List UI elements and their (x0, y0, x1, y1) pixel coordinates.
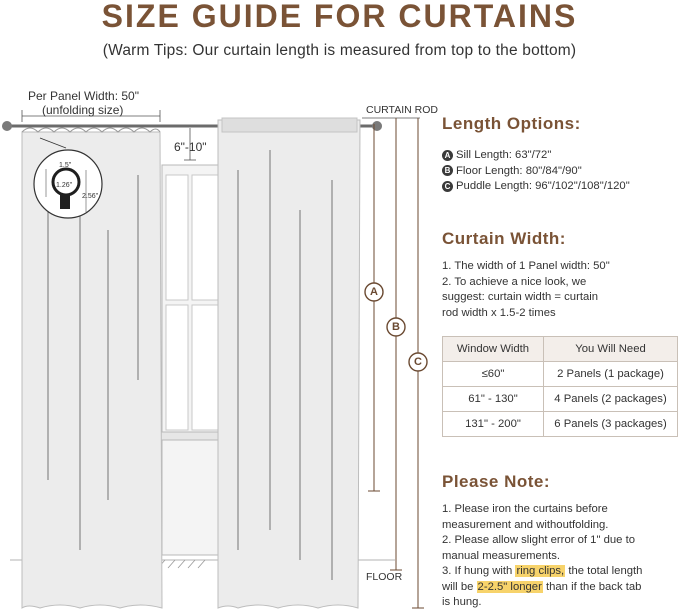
marker-c-icon: C (442, 181, 453, 192)
curtain-diagram (0, 80, 440, 611)
ring-dimension-3: 2.56" (82, 193, 99, 200)
please-note-text: 1. Please iron the curtains before measurement and withoutfolding. 2. Please allow slight error of 1" due to manual measurements. 3. If hung with ring clips, the total length will be 2-2.5" longer than if the back tab is hung. (442, 502, 679, 611)
rod-gap-label: 6"-10" (174, 140, 207, 154)
page-title: SIZE GUIDE FOR CURTAINS (101, 0, 578, 34)
window-width-table (442, 336, 678, 437)
length-option-a: A Sill Length: 63"/72" (442, 148, 677, 164)
curtain-rod-label: CURTAIN ROD (366, 104, 438, 116)
ring-dimension-1: 1.5" (59, 162, 72, 169)
marker-b: B (392, 321, 400, 333)
right-curtain-panel (218, 118, 360, 608)
marker-a: A (370, 286, 378, 298)
panel-width-sublabel: (unfolding size) (42, 103, 124, 117)
highlight-longer: 2-2.5" longer (477, 580, 542, 593)
marker-a-icon: A (442, 150, 453, 161)
marker-c: C (414, 356, 422, 368)
table-header-you-will-need: You Will Need (544, 337, 678, 362)
curtain-width-text: 1. The width of 1 Panel width: 50" 2. To achieve a nice look, we suggest: curtain width = curtain rod width x 1.5-2 times (442, 260, 610, 319)
length-option-c: C Puddle Length: 96"/102"/108"/120" (442, 179, 677, 195)
ring-dimension-2: 1.26" (56, 182, 73, 189)
table-row: 61" - 130" 4 Panels (2 packages) (443, 387, 678, 412)
table-header-row (443, 337, 678, 362)
panel-width-label: Per Panel Width: 50" (28, 89, 139, 103)
length-options-list (442, 148, 677, 195)
highlight-ring-clips: ring clips, (516, 565, 565, 577)
please-note-heading: Please Note: (442, 472, 551, 491)
note-line-longer: will be 2-2.5" longer than if the back tab (442, 580, 642, 593)
curtain-width-heading: Curtain Width: (442, 229, 566, 248)
length-option-b: B Floor Length: 80"/84"/90" (442, 164, 677, 180)
table-row: ≤60" 2 Panels (1 package) (443, 362, 678, 387)
floor-label: FLOOR (366, 571, 403, 583)
table-header-window-width: Window Width (443, 337, 544, 362)
window-illustration (158, 165, 226, 555)
length-options-heading: Length Options: (442, 114, 581, 133)
table-row: 131" - 200" 6 Panels (3 packages) (443, 412, 678, 437)
page-subtitle: (Warm Tips: Our curtain length is measured from top to the bottom) (102, 42, 577, 59)
marker-b-icon: B (442, 165, 453, 176)
note-line-ring-clips: 3. If hung with ring clips, the total length (442, 565, 643, 577)
